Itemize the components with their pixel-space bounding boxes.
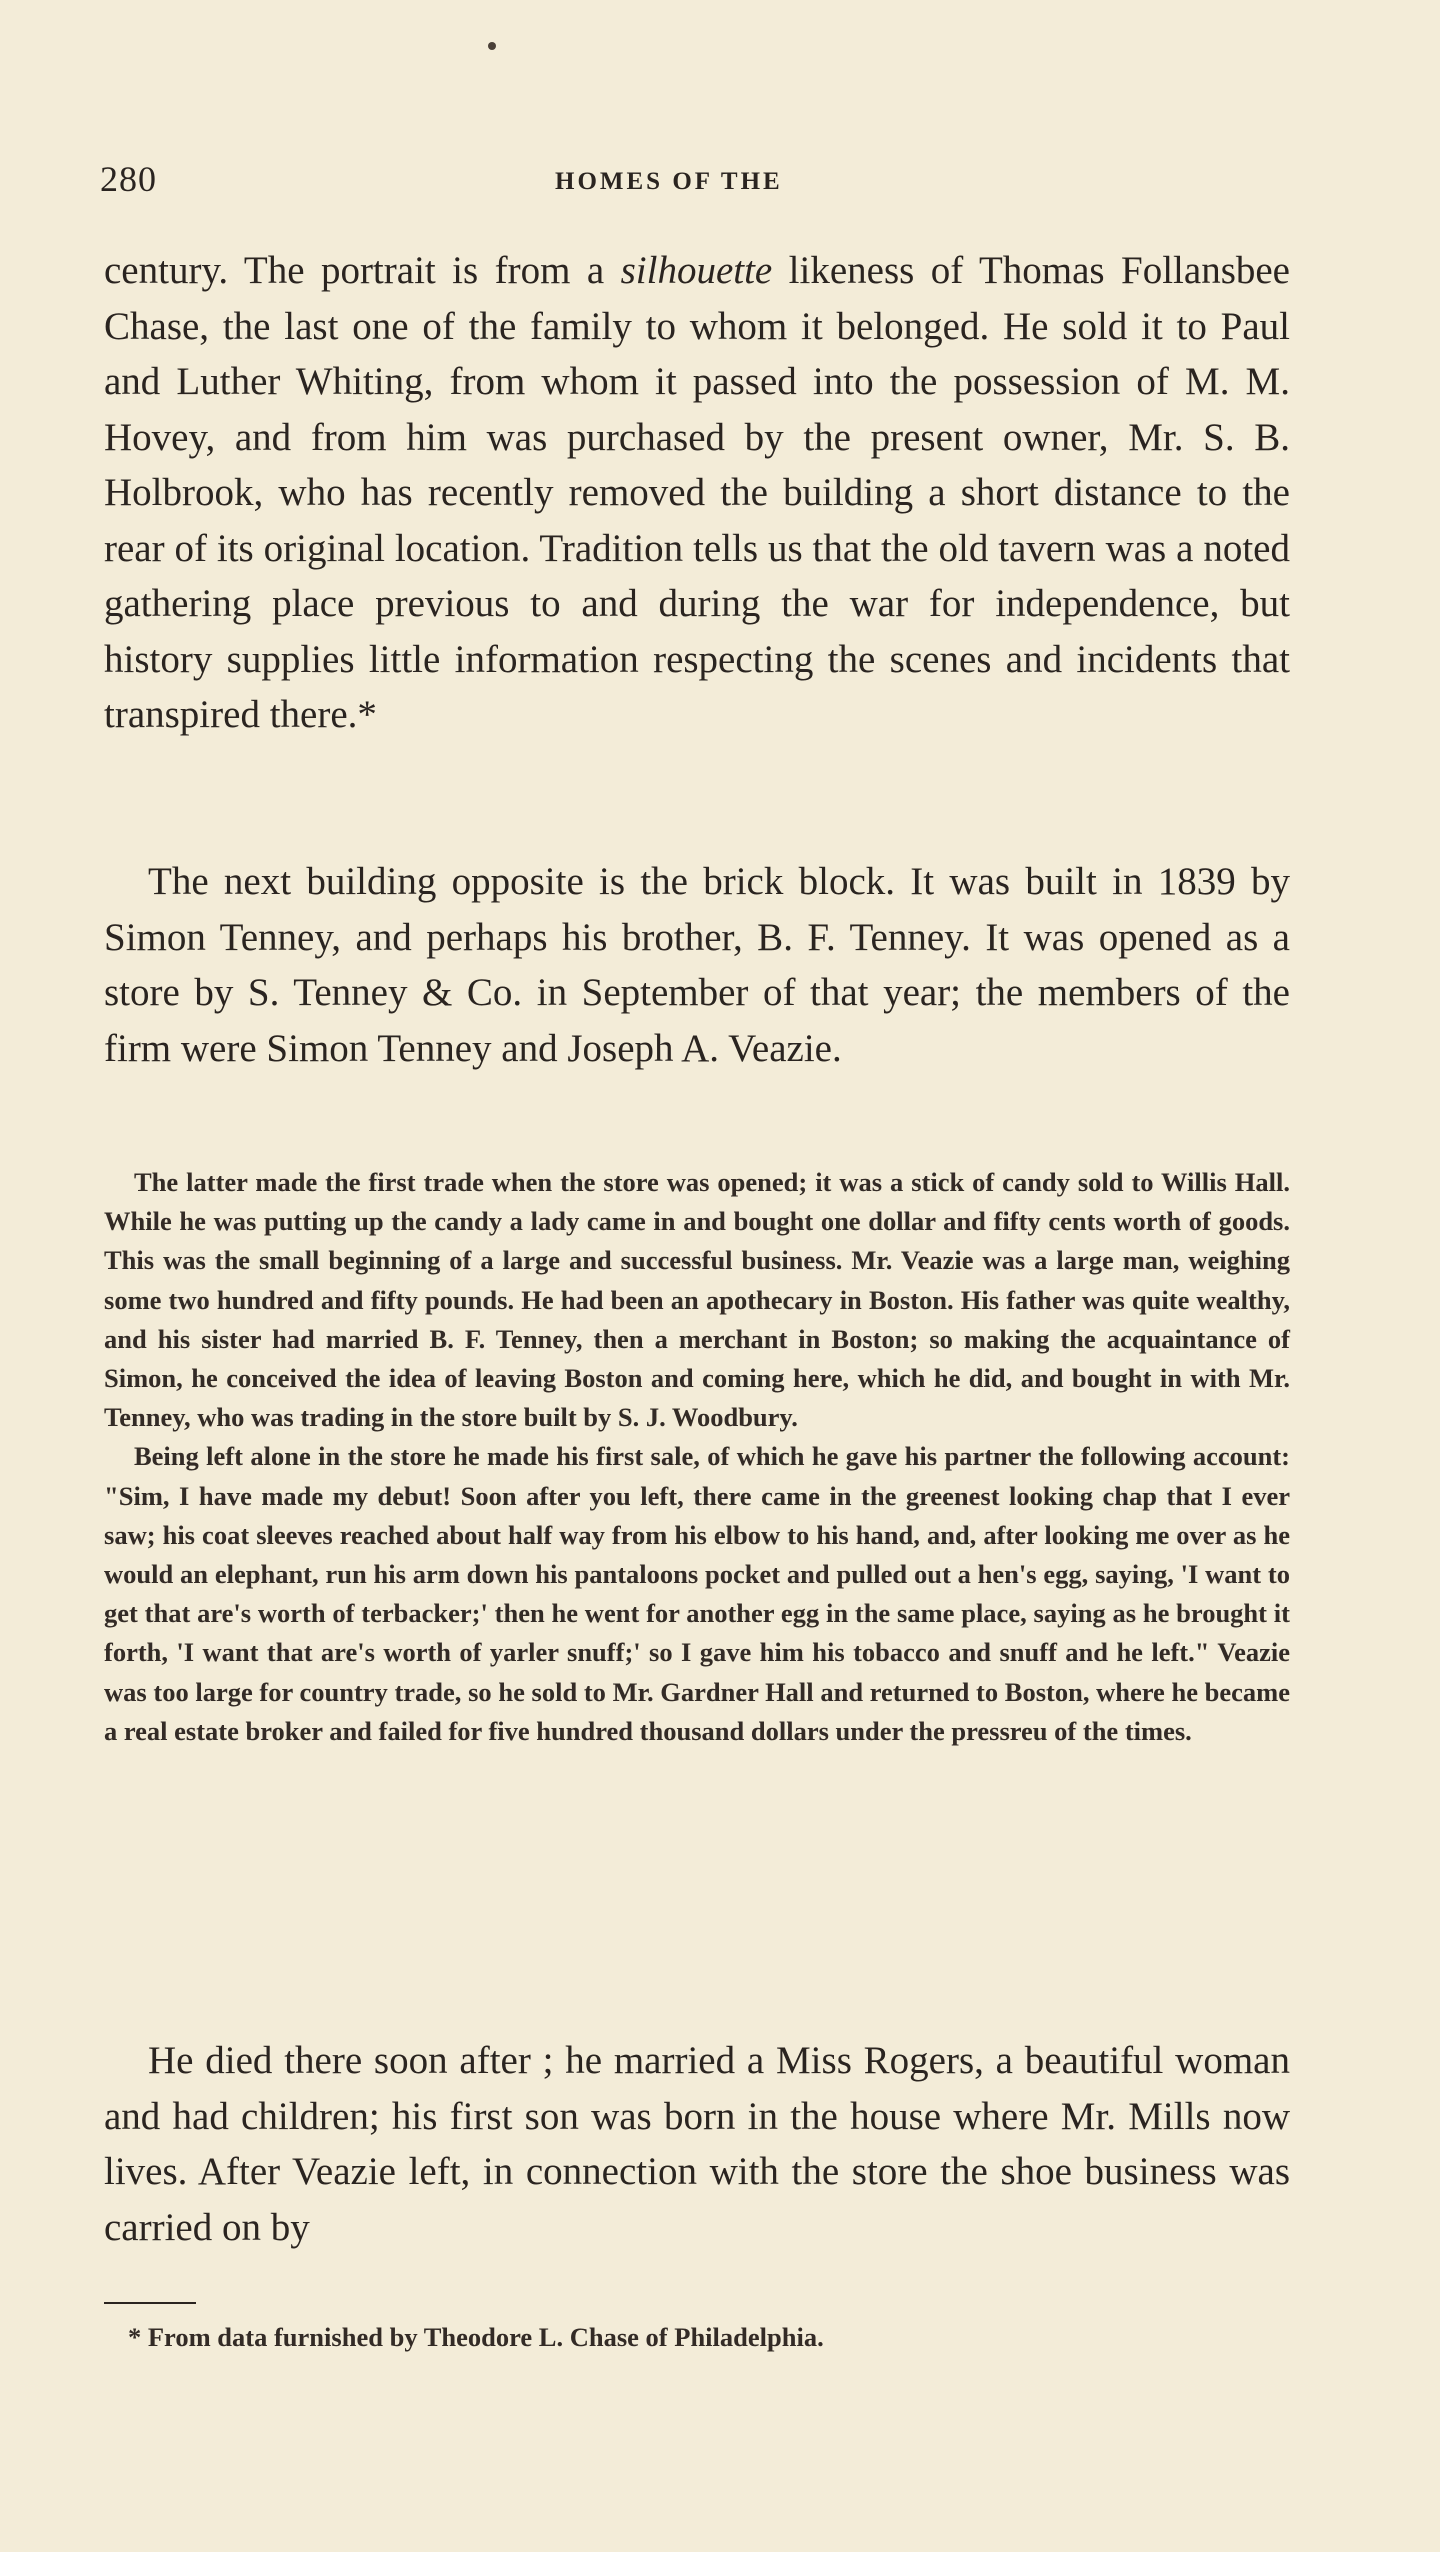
page-number: 280: [100, 159, 157, 199]
paragraph-1-rest: likeness of Thomas Follansbee Chase, the last one of the family to whom it belonged. He sold it to Paul and Luther Whiting, from whom it passed into the possession of M. M. Hovey, and from him was purchased by the present owner, Mr. S. B. Holbrook, who has recently removed the building a short distance to the rear of its original location. Tradition tells us that the old tavern was a noted gathering place previous to and during the war for independence, but history supplies little information respecting the scenes and incidents that transpired there.*: [104, 249, 1290, 736]
paragraph-5: He died there soon after ; he married a Miss Rogers, a beautiful woman and had children; his first son was born in the house where Mr. Mills now lives. After Veazie left, in connection with the store the shoe business was carried on by: [104, 2039, 1290, 2249]
paragraph-1: [104, 243, 1290, 743]
page-header: [100, 158, 1320, 208]
quoted-passage: [104, 1163, 1290, 1751]
print-speck: [488, 42, 496, 50]
paragraph-2: The next building opposite is the brick block. It was built in 1839 by Simon Tenney, and perhaps his brother, B. F. Tenney. It was opened as a store by S. Tenney & Co. in September of that year; the members of the firm were Simon Tenney and Joseph A. Veazie.: [104, 860, 1290, 1070]
paragraph-3: The latter made the first trade when the store was opened; it was a stick of candy sold to Willis Hall. While he was putting up the candy a lady came in and bought one dollar and fifty cents worth of goods. This was the small beginning of a large and successful business. Mr. Veazie was a large man, weighing some two hundred and fifty pounds. He had been an apothecary in Boston. His father was quite wealthy, and his sister had married B. F. Tenney, then a merchant in Boston; so making the acquaintance of Simon, he conceived the idea of leaving Boston and coming here, which he did, and bought in with Mr. Tenney, who was trading in the store built by S. J. Woodbury.: [104, 1167, 1290, 1433]
paragraph-1-italic: silhouette: [620, 249, 773, 292]
footnote-rule: [104, 2302, 196, 2304]
running-head: HOMES OF THE: [555, 168, 783, 195]
paragraph-4: Being left alone in the store he made his first sale, of which he gave his partner the following account: "Sim, I have made my debut! Soon after you left, there came in the greenest looking chap that I ever saw; his coat sleeves reached about half way from his elbow to his hand, and, after looking me over as he would an elephant, run his arm down his pantaloons pocket and pulled out a hen's egg, saying, 'I want to get that are's worth of terbacker;' then he went for another egg in the same place, saying as he brought it forth, 'I want that are's worth of yarler snuff;' so I gave him his tobacco and snuff and he left." Veazie was too large for country trade, so he sold to Mr. Gardner Hall and returned to Boston, where he became a real estate broker and failed for five hundred thousand dollars under the pressreu of the times.: [104, 1441, 1290, 1746]
footnote: * From data furnished by Theodore L. Chase of Philadelphia.: [128, 2322, 824, 2352]
paragraph-1-start: century. The portrait is from a: [104, 249, 621, 292]
